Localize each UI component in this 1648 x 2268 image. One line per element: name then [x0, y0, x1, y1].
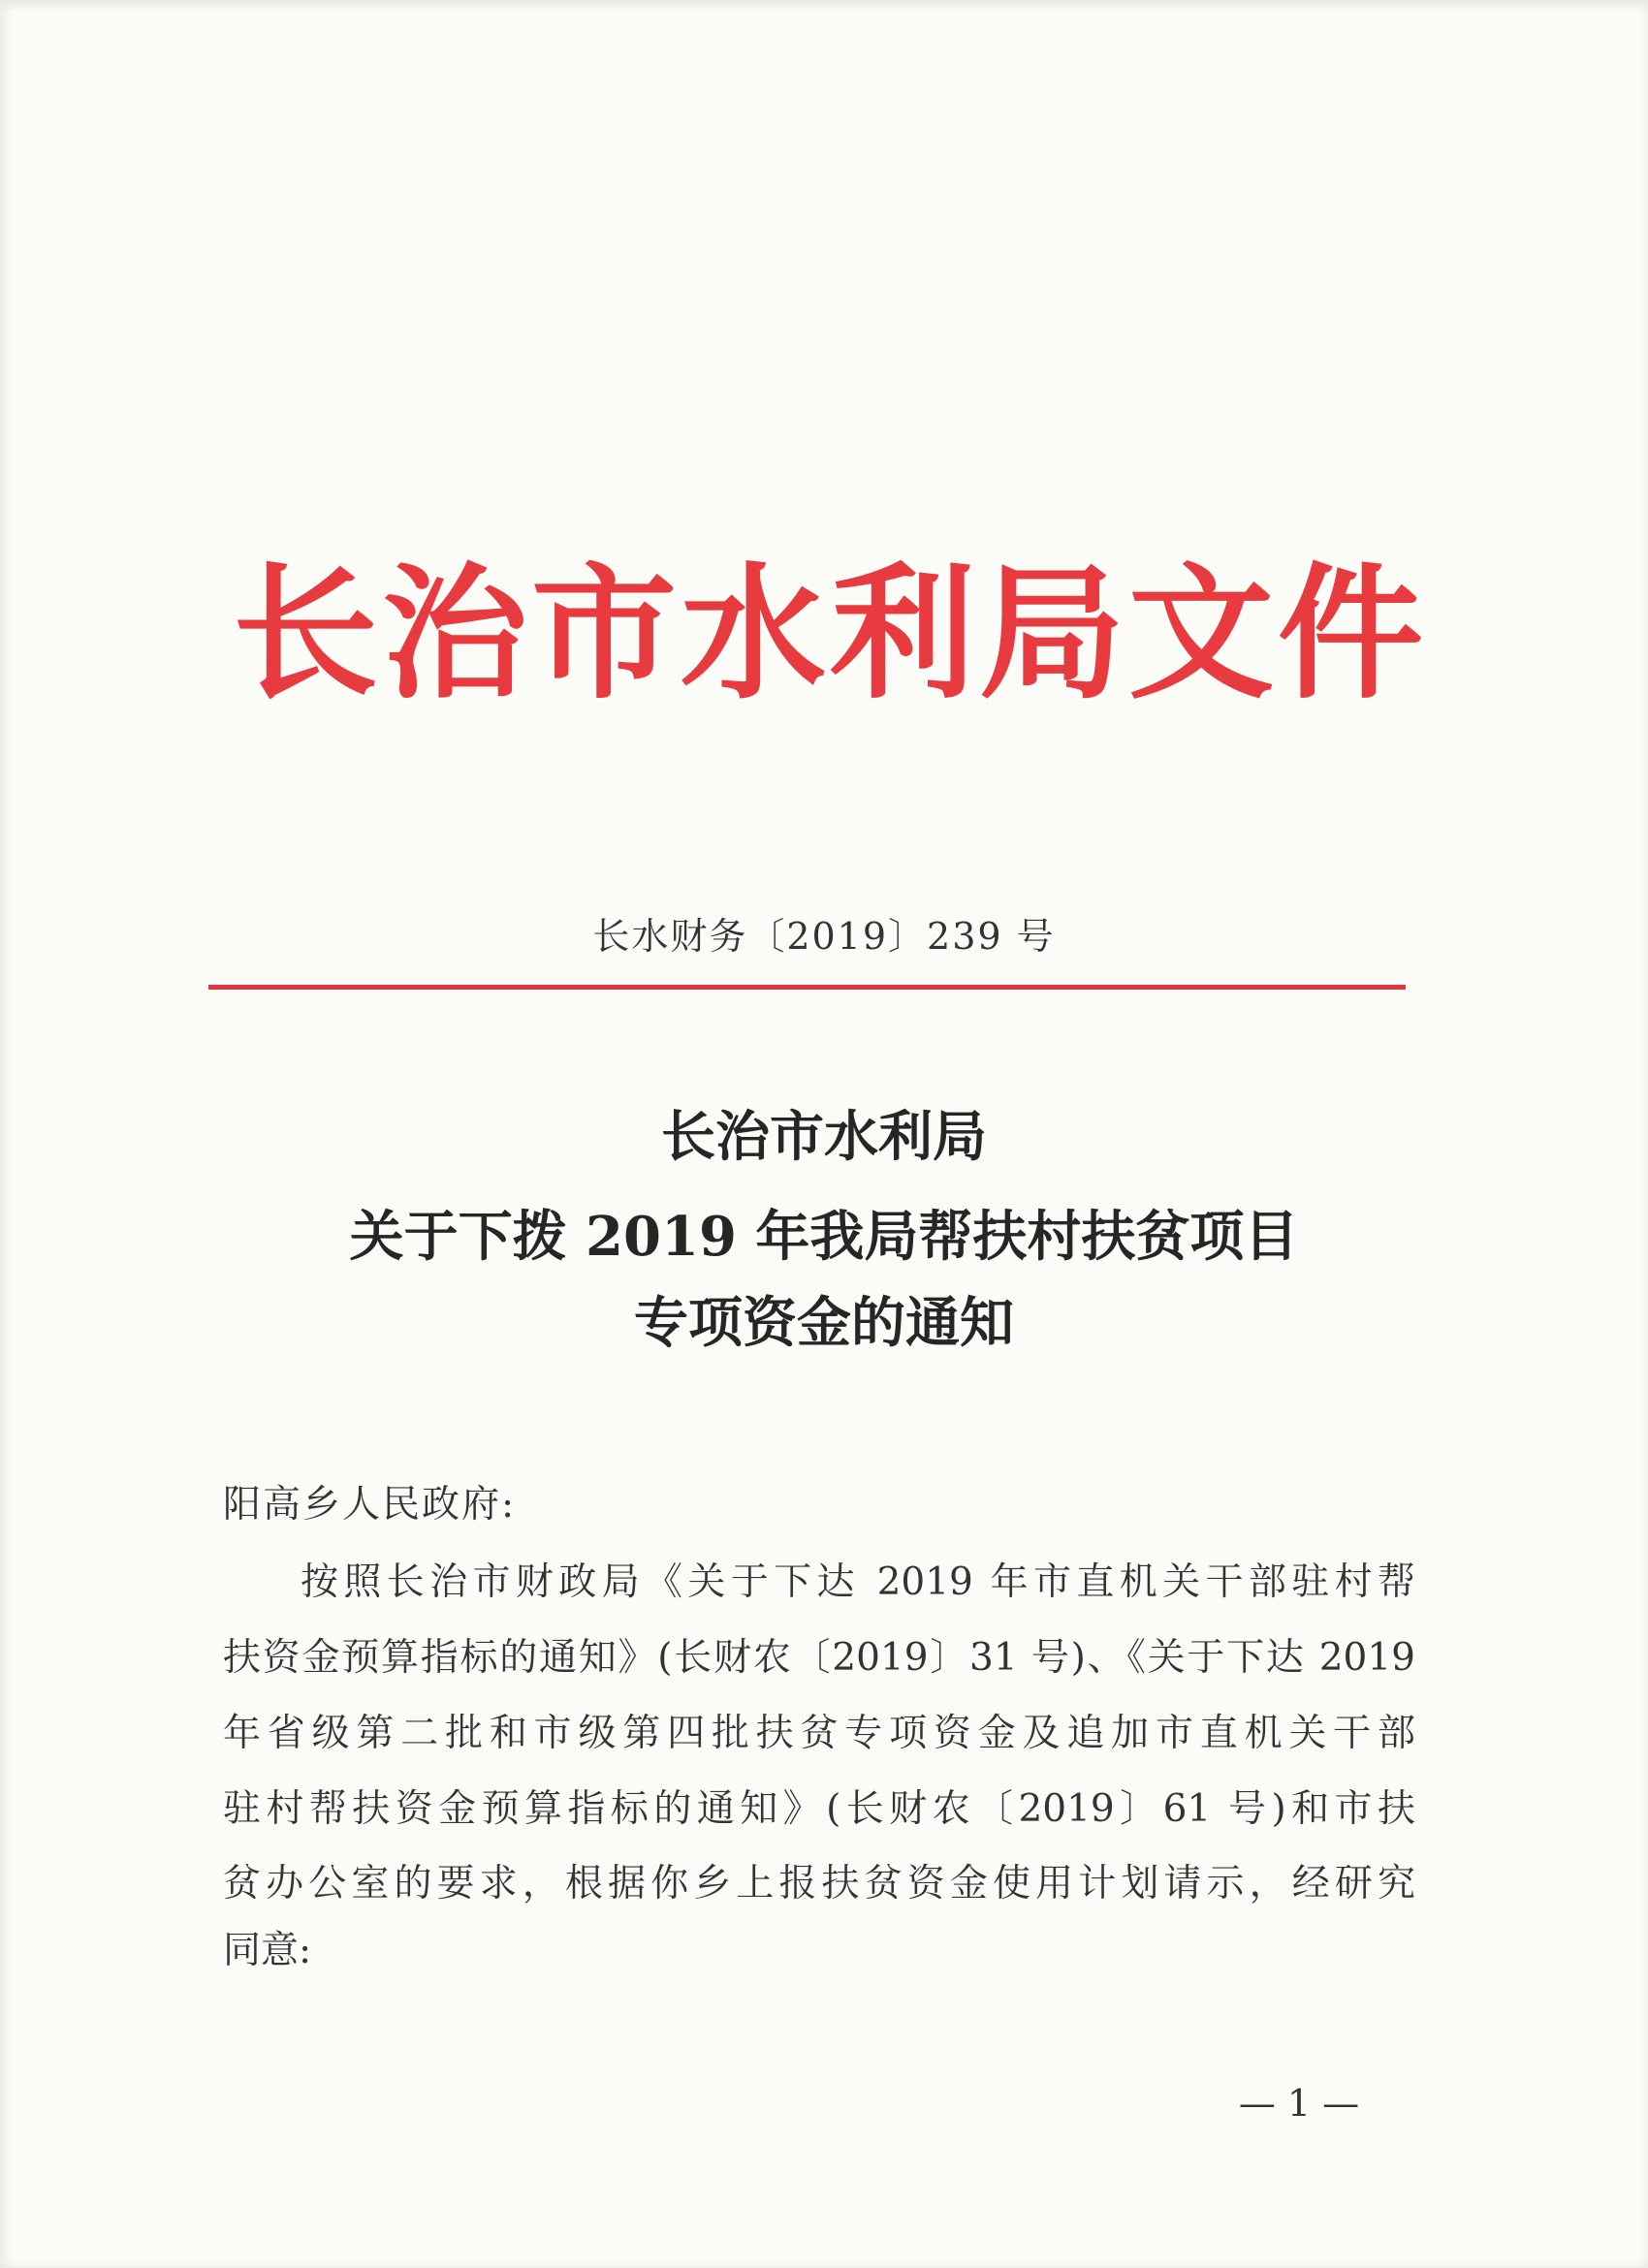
scan-edge: [0, 0, 1648, 12]
page-number: — 1 —: [1238, 2082, 1360, 2125]
body-line: 扶资金预算指标的通知》(长财农〔2019〕31 号)、《关于下达 2019: [223, 1636, 1415, 1680]
document-header-title: 长治市水利局文件: [233, 551, 1428, 719]
body-line: 年省级第二批和市级第四批扶贫专项资金及追加市直机关干部: [223, 1712, 1415, 1755]
red-divider-rule: [208, 985, 1406, 990]
body-line: 驻村帮扶资金预算指标的通知》(长财农〔2019〕61 号)和市扶: [223, 1787, 1415, 1831]
body-line: 按照长治市财政局《关于下达 2019 年市直机关干部驻村帮: [301, 1560, 1415, 1604]
notice-title-line-3: 专项资金的通知: [634, 1291, 1014, 1355]
notice-title-line-2: 关于下拨 2019 年我局帮扶村扶贫项目: [349, 1205, 1299, 1269]
notice-title-line-1: 长治市水利局: [661, 1105, 987, 1169]
document-number: 长水财务〔2019〕239 号: [592, 915, 1056, 958]
addressee: 阳高乡人民政府:: [223, 1483, 517, 1527]
body-line: 贫办公室的要求，根据你乡上报扶贫资金使用计划请示，经研究: [223, 1862, 1415, 1906]
body-line: 同意:: [223, 1929, 312, 1972]
